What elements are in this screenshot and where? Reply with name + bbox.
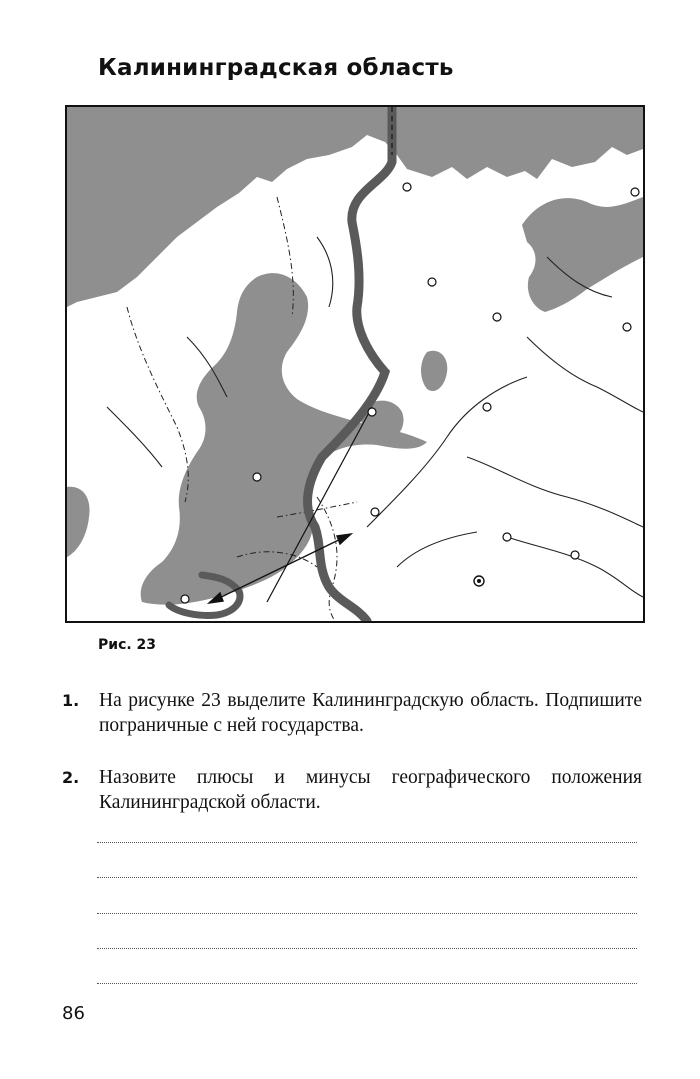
answer-line-1[interactable] — [97, 842, 637, 843]
figure-caption: Рис. 23 — [98, 637, 157, 653]
page-title: Калининградская область — [98, 55, 454, 81]
outline-map — [67, 107, 643, 621]
task-2 — [62, 765, 642, 815]
answer-line-2[interactable] — [97, 877, 637, 878]
task-1 — [62, 688, 642, 738]
outline-map-figure — [65, 105, 645, 623]
lake-onega — [421, 351, 447, 391]
russia-border-highlight — [308, 107, 392, 621]
task-2-text: Назовите плюсы и минусы географического положения Калининградской области. — [99, 767, 642, 813]
white-sea — [522, 197, 643, 312]
page-number: 86 — [62, 1003, 85, 1024]
north-sea — [67, 487, 90, 557]
answer-line-5[interactable] — [97, 983, 637, 984]
task-1-text: На рисунке 23 выделите Калининградскую область. Подпишите пограничные с ней государства. — [99, 690, 642, 736]
task-1-number: 1. — [62, 691, 80, 710]
task-2-number: 2. — [62, 768, 80, 787]
answer-line-4[interactable] — [97, 948, 637, 949]
answer-line-3[interactable] — [97, 913, 637, 914]
